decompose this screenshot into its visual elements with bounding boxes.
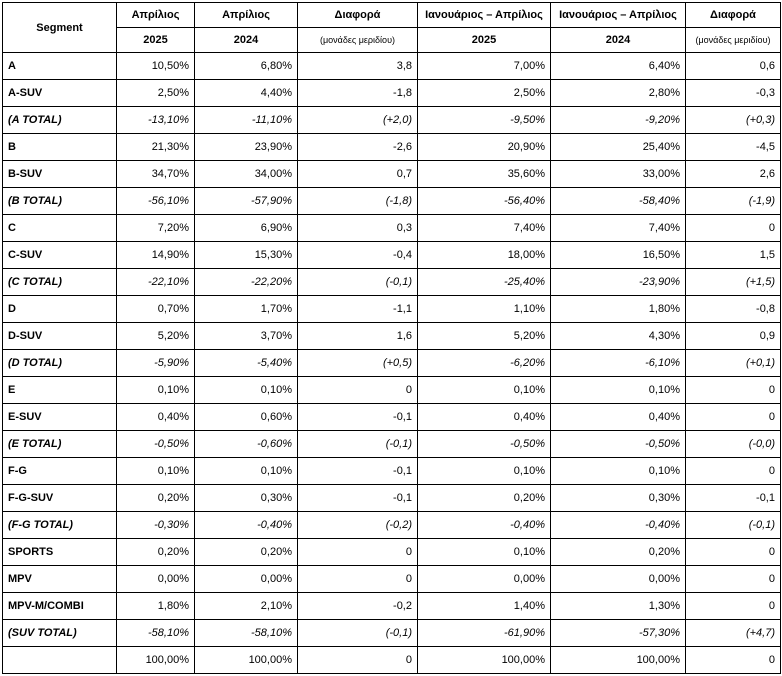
segment-cell: (E TOTAL) bbox=[3, 431, 117, 458]
april-2025-cell: 14,90% bbox=[117, 242, 195, 269]
table-row bbox=[3, 620, 781, 647]
april-2025-cell: -58,10% bbox=[117, 620, 195, 647]
segment-cell bbox=[3, 647, 117, 674]
ytd-2025-cell: -61,90% bbox=[418, 620, 551, 647]
table-row bbox=[3, 53, 781, 80]
segment-cell: F-G bbox=[3, 458, 117, 485]
april-2025-cell: 5,20% bbox=[117, 323, 195, 350]
header-ytd-year-current: 2025 bbox=[418, 28, 551, 53]
diff-cell: 0 bbox=[298, 539, 418, 566]
ytd-2024-cell: 0,00% bbox=[551, 566, 686, 593]
april-2025-cell: 0,20% bbox=[117, 485, 195, 512]
ytd-2024-cell: -9,20% bbox=[551, 107, 686, 134]
header-diff: Διαφορά bbox=[298, 3, 418, 28]
ytd-2024-cell: 4,30% bbox=[551, 323, 686, 350]
april-2024-cell: 100,00% bbox=[195, 647, 298, 674]
ytd-2025-cell: 7,40% bbox=[418, 215, 551, 242]
diff-cell: 3,8 bbox=[298, 53, 418, 80]
april-2025-cell: -22,10% bbox=[117, 269, 195, 296]
ytd-2024-cell: 1,30% bbox=[551, 593, 686, 620]
april-2025-cell: 0,00% bbox=[117, 566, 195, 593]
april-2024-cell: 0,10% bbox=[195, 458, 298, 485]
table-row bbox=[3, 134, 781, 161]
diff-cell: -2,6 bbox=[298, 134, 418, 161]
diff-ytd-cell: -0,1 bbox=[686, 485, 781, 512]
segment-cell: (D TOTAL) bbox=[3, 350, 117, 377]
segment-cell: MPV-M/COMBI bbox=[3, 593, 117, 620]
ytd-2025-cell: -9,50% bbox=[418, 107, 551, 134]
segment-cell: (F-G TOTAL) bbox=[3, 512, 117, 539]
diff-cell: 0,7 bbox=[298, 161, 418, 188]
diff-ytd-cell: (+4,7) bbox=[686, 620, 781, 647]
april-2025-cell: -13,10% bbox=[117, 107, 195, 134]
ytd-2025-cell: 5,20% bbox=[418, 323, 551, 350]
diff-ytd-cell: 0 bbox=[686, 458, 781, 485]
segment-cell: D bbox=[3, 296, 117, 323]
diff-ytd-cell: (+0,1) bbox=[686, 350, 781, 377]
april-2024-cell: -5,40% bbox=[195, 350, 298, 377]
april-2025-cell: 7,20% bbox=[117, 215, 195, 242]
diff-cell: -1,1 bbox=[298, 296, 418, 323]
segment-cell: MPV bbox=[3, 566, 117, 593]
april-2025-cell: -0,30% bbox=[117, 512, 195, 539]
april-2024-cell: -57,90% bbox=[195, 188, 298, 215]
ytd-2025-cell: 0,00% bbox=[418, 566, 551, 593]
diff-cell: -0,1 bbox=[298, 458, 418, 485]
april-2024-cell: 0,60% bbox=[195, 404, 298, 431]
april-2025-cell: -5,90% bbox=[117, 350, 195, 377]
diff-cell: -0,1 bbox=[298, 404, 418, 431]
april-2024-cell: -11,10% bbox=[195, 107, 298, 134]
ytd-2025-cell: 0,10% bbox=[418, 377, 551, 404]
ytd-2024-cell: -6,10% bbox=[551, 350, 686, 377]
april-2024-cell: 2,10% bbox=[195, 593, 298, 620]
april-2025-cell: 0,10% bbox=[117, 377, 195, 404]
table-row bbox=[3, 269, 781, 296]
april-2024-cell: -0,40% bbox=[195, 512, 298, 539]
ytd-2025-cell: -56,40% bbox=[418, 188, 551, 215]
header-ytd-current: Ιανουάριος – Απρίλιος bbox=[418, 3, 551, 28]
ytd-2024-cell: 33,00% bbox=[551, 161, 686, 188]
april-2025-cell: -56,10% bbox=[117, 188, 195, 215]
diff-ytd-cell: (-1,9) bbox=[686, 188, 781, 215]
table-row bbox=[3, 539, 781, 566]
april-2024-cell: -22,20% bbox=[195, 269, 298, 296]
ytd-2024-cell: -0,40% bbox=[551, 512, 686, 539]
table-row bbox=[3, 458, 781, 485]
ytd-2024-cell: 7,40% bbox=[551, 215, 686, 242]
ytd-2024-cell: 0,20% bbox=[551, 539, 686, 566]
segment-cell: D-SUV bbox=[3, 323, 117, 350]
ytd-2024-cell: 0,40% bbox=[551, 404, 686, 431]
april-2025-cell: -0,50% bbox=[117, 431, 195, 458]
header-ytd-previous: Ιανουάριος – Απρίλιος bbox=[551, 3, 686, 28]
table-row bbox=[3, 350, 781, 377]
diff-cell: -0,2 bbox=[298, 593, 418, 620]
table-row bbox=[3, 485, 781, 512]
diff-ytd-cell: 0 bbox=[686, 566, 781, 593]
diff-cell: (-0,1) bbox=[298, 431, 418, 458]
ytd-2024-cell: -23,90% bbox=[551, 269, 686, 296]
ytd-2025-cell: -0,50% bbox=[418, 431, 551, 458]
table-row bbox=[3, 107, 781, 134]
table-row bbox=[3, 566, 781, 593]
ytd-2024-cell: -58,40% bbox=[551, 188, 686, 215]
header-row-years bbox=[3, 28, 781, 53]
diff-ytd-cell: 2,6 bbox=[686, 161, 781, 188]
diff-ytd-cell: (-0,0) bbox=[686, 431, 781, 458]
april-2025-cell: 10,50% bbox=[117, 53, 195, 80]
header-month-current: Απρίλιος bbox=[117, 3, 195, 28]
ytd-2025-cell: 20,90% bbox=[418, 134, 551, 161]
ytd-2024-cell: 1,80% bbox=[551, 296, 686, 323]
diff-cell: 0 bbox=[298, 647, 418, 674]
april-2025-cell: 0,20% bbox=[117, 539, 195, 566]
table-row bbox=[3, 80, 781, 107]
diff-ytd-cell: 0 bbox=[686, 647, 781, 674]
diff-ytd-cell: (+1,5) bbox=[686, 269, 781, 296]
table-row bbox=[3, 188, 781, 215]
diff-ytd-cell: 0,9 bbox=[686, 323, 781, 350]
diff-ytd-cell: (+0,3) bbox=[686, 107, 781, 134]
ytd-2024-cell: 6,40% bbox=[551, 53, 686, 80]
ytd-2024-cell: 0,30% bbox=[551, 485, 686, 512]
april-2024-cell: 34,00% bbox=[195, 161, 298, 188]
diff-cell: (-1,8) bbox=[298, 188, 418, 215]
diff-cell: -0,1 bbox=[298, 485, 418, 512]
ytd-2025-cell: 2,50% bbox=[418, 80, 551, 107]
ytd-2025-cell: 0,10% bbox=[418, 539, 551, 566]
diff-ytd-cell: 0 bbox=[686, 593, 781, 620]
segment-cell: (C TOTAL) bbox=[3, 269, 117, 296]
ytd-2024-cell: 0,10% bbox=[551, 377, 686, 404]
diff-cell: 0 bbox=[298, 377, 418, 404]
ytd-2024-cell: -0,50% bbox=[551, 431, 686, 458]
diff-ytd-cell: 0 bbox=[686, 539, 781, 566]
header-diff-ytd: Διαφορά bbox=[686, 3, 781, 28]
segment-cell: (A TOTAL) bbox=[3, 107, 117, 134]
april-2024-cell: -58,10% bbox=[195, 620, 298, 647]
diff-cell: (+0,5) bbox=[298, 350, 418, 377]
ytd-2025-cell: 1,40% bbox=[418, 593, 551, 620]
diff-ytd-cell: 0 bbox=[686, 404, 781, 431]
segment-cell: C-SUV bbox=[3, 242, 117, 269]
ytd-2024-cell: 0,10% bbox=[551, 458, 686, 485]
table-row bbox=[3, 404, 781, 431]
april-2025-cell: 1,80% bbox=[117, 593, 195, 620]
table-row bbox=[3, 647, 781, 674]
diff-cell: 0,3 bbox=[298, 215, 418, 242]
segment-cell: E bbox=[3, 377, 117, 404]
ytd-2025-cell: -0,40% bbox=[418, 512, 551, 539]
ytd-2024-cell: 100,00% bbox=[551, 647, 686, 674]
ytd-2025-cell: 18,00% bbox=[418, 242, 551, 269]
diff-cell: (-0,1) bbox=[298, 620, 418, 647]
header-diff-ytd-unit: (μονάδες μεριδίου) bbox=[686, 28, 781, 53]
diff-cell: -1,8 bbox=[298, 80, 418, 107]
segment-cell: F-G-SUV bbox=[3, 485, 117, 512]
ytd-2024-cell: 2,80% bbox=[551, 80, 686, 107]
segment-cell: (B TOTAL) bbox=[3, 188, 117, 215]
diff-cell: 1,6 bbox=[298, 323, 418, 350]
ytd-2025-cell: 100,00% bbox=[418, 647, 551, 674]
april-2024-cell: 0,10% bbox=[195, 377, 298, 404]
header-year-previous: 2024 bbox=[195, 28, 298, 53]
segment-cell: A-SUV bbox=[3, 80, 117, 107]
diff-ytd-cell: 0,6 bbox=[686, 53, 781, 80]
april-2024-cell: 23,90% bbox=[195, 134, 298, 161]
segment-share-table bbox=[2, 2, 781, 674]
april-2024-cell: 1,70% bbox=[195, 296, 298, 323]
table-row bbox=[3, 593, 781, 620]
april-2025-cell: 21,30% bbox=[117, 134, 195, 161]
april-2024-cell: 0,30% bbox=[195, 485, 298, 512]
segment-cell: C bbox=[3, 215, 117, 242]
table-row bbox=[3, 512, 781, 539]
table-row bbox=[3, 242, 781, 269]
april-2025-cell: 0,70% bbox=[117, 296, 195, 323]
table-row bbox=[3, 161, 781, 188]
header-row-labels bbox=[3, 3, 781, 28]
header-ytd-year-previous: 2024 bbox=[551, 28, 686, 53]
ytd-2024-cell: 25,40% bbox=[551, 134, 686, 161]
table-row bbox=[3, 431, 781, 458]
april-2024-cell: 0,20% bbox=[195, 539, 298, 566]
april-2024-cell: 0,00% bbox=[195, 566, 298, 593]
segment-cell: SPORTS bbox=[3, 539, 117, 566]
table-row bbox=[3, 323, 781, 350]
table-row bbox=[3, 215, 781, 242]
april-2024-cell: 6,80% bbox=[195, 53, 298, 80]
segment-cell: E-SUV bbox=[3, 404, 117, 431]
diff-ytd-cell: -0,8 bbox=[686, 296, 781, 323]
april-2025-cell: 100,00% bbox=[117, 647, 195, 674]
diff-cell: 0 bbox=[298, 566, 418, 593]
ytd-2025-cell: 35,60% bbox=[418, 161, 551, 188]
ytd-2025-cell: -25,40% bbox=[418, 269, 551, 296]
diff-ytd-cell: -0,3 bbox=[686, 80, 781, 107]
april-2024-cell: 15,30% bbox=[195, 242, 298, 269]
april-2024-cell: 4,40% bbox=[195, 80, 298, 107]
diff-cell: (-0,1) bbox=[298, 269, 418, 296]
ytd-2025-cell: 0,20% bbox=[418, 485, 551, 512]
april-2025-cell: 0,40% bbox=[117, 404, 195, 431]
ytd-2025-cell: 0,40% bbox=[418, 404, 551, 431]
diff-ytd-cell: 0 bbox=[686, 215, 781, 242]
april-2025-cell: 0,10% bbox=[117, 458, 195, 485]
diff-ytd-cell: 1,5 bbox=[686, 242, 781, 269]
header-segment: Segment bbox=[3, 3, 117, 53]
header-diff-unit: (μονάδες μεριδίου) bbox=[298, 28, 418, 53]
ytd-2025-cell: 0,10% bbox=[418, 458, 551, 485]
diff-cell: -0,4 bbox=[298, 242, 418, 269]
april-2024-cell: 3,70% bbox=[195, 323, 298, 350]
april-2024-cell: 6,90% bbox=[195, 215, 298, 242]
ytd-2025-cell: 7,00% bbox=[418, 53, 551, 80]
segment-cell: (SUV TOTAL) bbox=[3, 620, 117, 647]
ytd-2024-cell: -57,30% bbox=[551, 620, 686, 647]
ytd-2024-cell: 16,50% bbox=[551, 242, 686, 269]
table-row bbox=[3, 377, 781, 404]
april-2025-cell: 2,50% bbox=[117, 80, 195, 107]
diff-cell: (+2,0) bbox=[298, 107, 418, 134]
diff-ytd-cell: (-0,1) bbox=[686, 512, 781, 539]
segment-cell: A bbox=[3, 53, 117, 80]
table-row bbox=[3, 296, 781, 323]
ytd-2025-cell: 1,10% bbox=[418, 296, 551, 323]
ytd-2025-cell: -6,20% bbox=[418, 350, 551, 377]
segment-cell: B-SUV bbox=[3, 161, 117, 188]
april-2024-cell: -0,60% bbox=[195, 431, 298, 458]
diff-ytd-cell: 0 bbox=[686, 377, 781, 404]
diff-ytd-cell: -4,5 bbox=[686, 134, 781, 161]
header-year-current: 2025 bbox=[117, 28, 195, 53]
diff-cell: (-0,2) bbox=[298, 512, 418, 539]
table-body bbox=[3, 53, 781, 674]
segment-cell: B bbox=[3, 134, 117, 161]
april-2025-cell: 34,70% bbox=[117, 161, 195, 188]
header-month-previous: Απρίλιος bbox=[195, 3, 298, 28]
